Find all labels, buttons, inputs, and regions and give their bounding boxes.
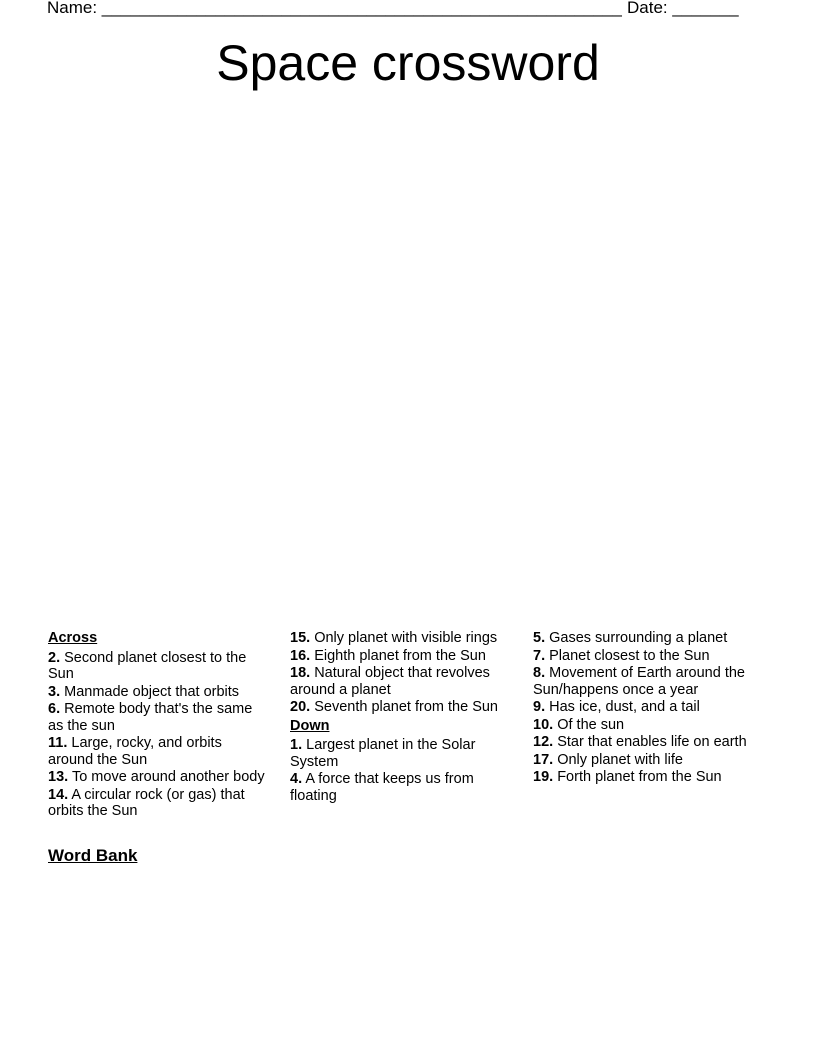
clue-across-3: 3. Manmade object that orbits [48,683,240,700]
clues-column-2 [290,628,518,805]
clue-down-9: 9. Has ice, dust, and a tail [533,699,700,715]
clue-across-2: 2. Second planet closest to the Sun [48,649,247,682]
clue-down-19: 19. Forth planet from the Sun [533,769,722,785]
clues-section [0,628,816,838]
clue-down-4: 4. A force that keeps us from floating [290,771,474,804]
clue-across-11: 11. Large, rocky, and orbits around the Sun [48,735,222,768]
page-title: Space crossword [216,35,600,91]
clue-down-7: 7. Planet closest to the Sun [533,647,710,664]
clues-column-3 [533,628,761,787]
word-bank-heading: Word Bank [48,846,138,865]
clue-across-6: 6. Remote body that's the same as the sun [48,701,253,734]
clue-across-14: 14. A circular rock (or gas) that orbits the Sun [48,786,245,819]
clue-down-17: 17. Only planet with life [533,751,683,768]
clue-down-12: 12. Star that enables life on earth [533,734,747,750]
clue-across-20: 20. Seventh planet from the Sun [290,699,498,715]
clue-across-13: 13. To move around another body [48,769,265,785]
clue-down-5: 5. Gases surrounding a planet [533,630,728,646]
clue-across-18: 18. Natural object that revolves around a planet [290,665,490,698]
name-line: Name: _______________________________________________________ [47,0,622,17]
date-line: Date: _______ [627,0,739,17]
across-heading: Across [48,630,98,646]
down-heading: Down [290,717,330,734]
clue-across-16: 16. Eighth planet from the Sun [290,647,486,664]
clue-down-1: 1. Largest planet in the Solar System [290,737,476,770]
clue-down-10: 10. Of the sun [533,716,625,733]
clue-down-8: 8. Movement of Earth around the Sun/happens once a year [533,665,745,698]
clue-across-15: 15. Only planet with visible rings [290,630,498,646]
clues-column-1 [48,628,270,821]
